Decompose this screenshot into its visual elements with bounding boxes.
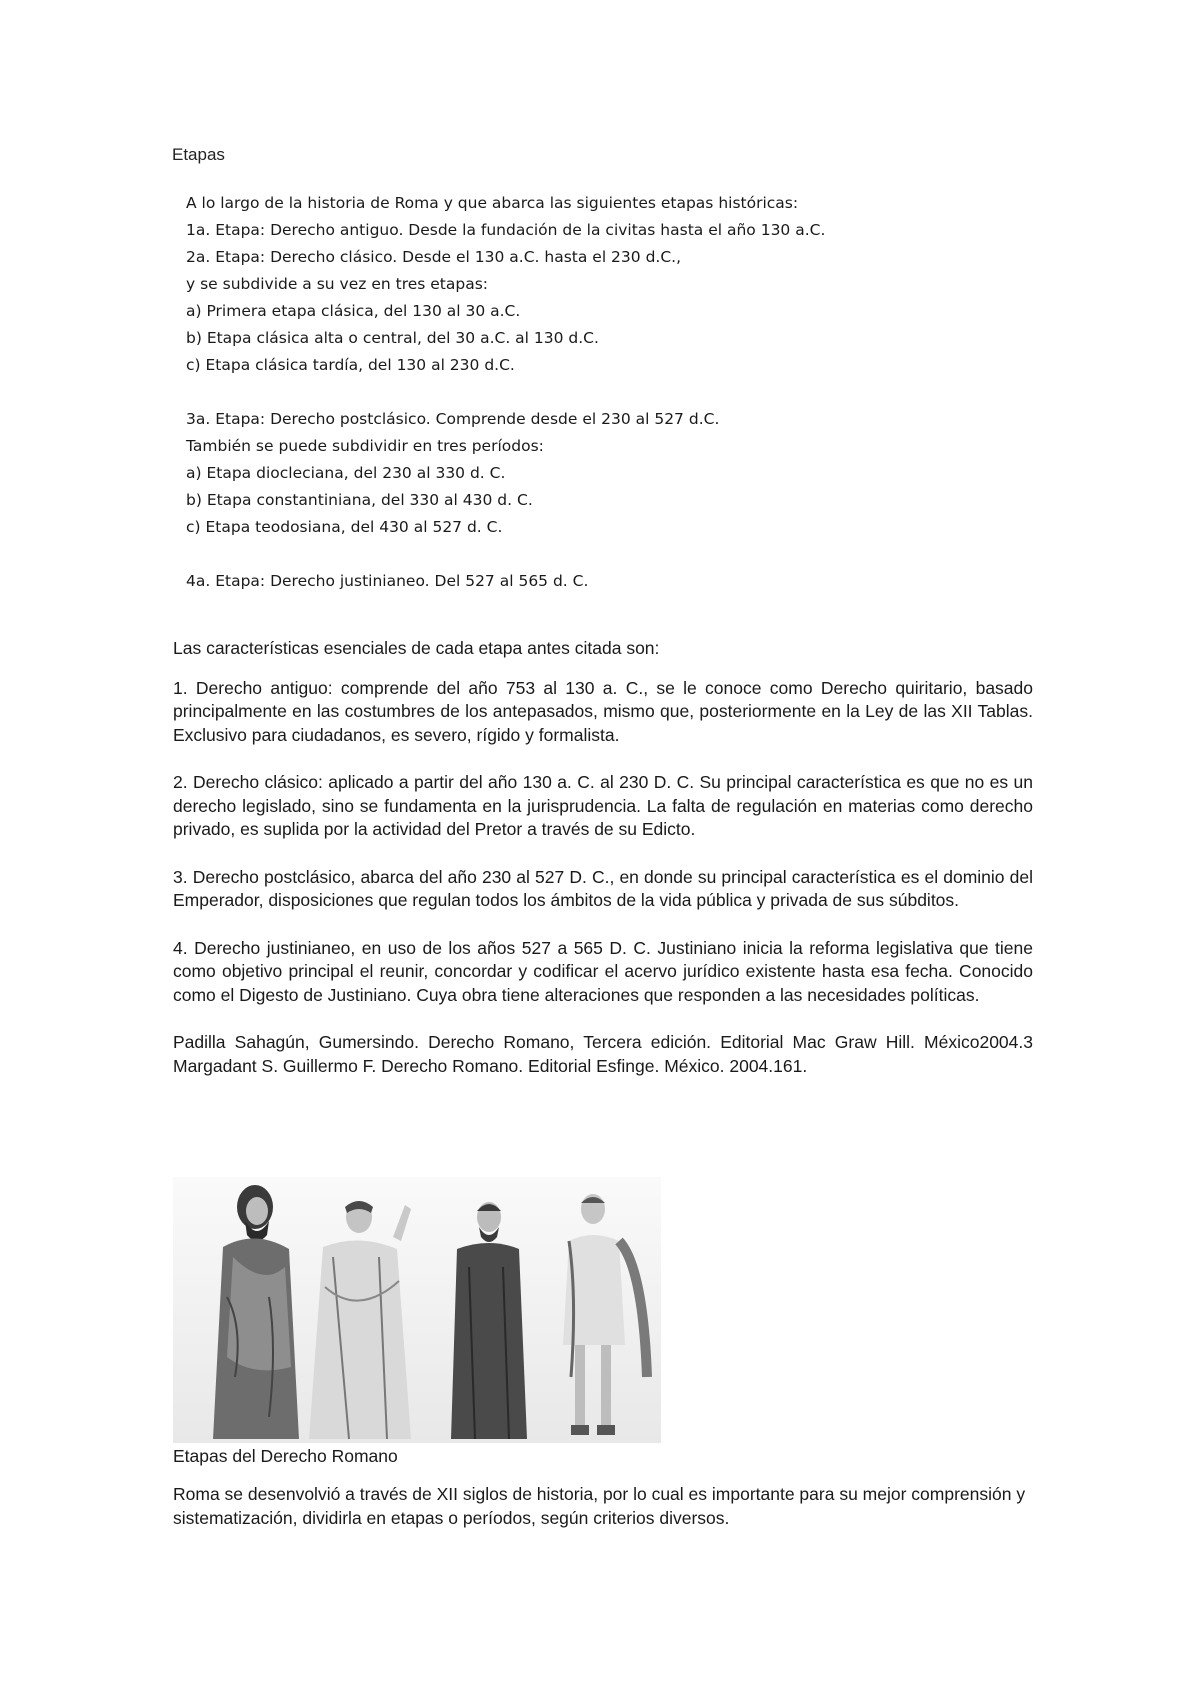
stages-gap — [186, 379, 1146, 406]
stages-line: 4a. Etapa: Derecho justinianeo. Del 527 al 565 d. C. — [186, 572, 589, 590]
stages-line: y se subdivide a su vez en tres etapas: — [186, 275, 489, 293]
closing-paragraph: Roma se desenvolvió a través de XII siglos de historia, por lo cual es importante para su mejor comprensión y sistematización, dividirla en etapas o períodos, según criterios diversos. — [173, 1484, 1026, 1528]
body-text — [173, 637, 1033, 1078]
stages-line: 2a. Etapa: Derecho clásico. Desde el 130 a.C. hasta el 230 d.C., — [186, 248, 682, 266]
figure-dark-robe-man — [451, 1202, 527, 1439]
figure-caption: Etapas del Derecho Romano — [173, 1446, 398, 1466]
figure-tunic-man — [563, 1194, 647, 1435]
stages-gap — [186, 541, 1146, 568]
characteristic-paragraph: 1. Derecho antiguo: comprende del año 753 al 130 a. C., se le conoce como Derecho quiritario, basado principalmente en las costumbres de los antepasados, mismo que, posteriormente en la Ley de las XII Tablas. Exclusivo para ciudadanos, es severo, rígido y formalista. — [173, 677, 1033, 745]
roman-figures-illustration — [173, 1177, 661, 1443]
stages-line: A lo largo de la historia de Roma y que abarca las siguientes etapas históricas: — [186, 194, 799, 212]
bibliographic-reference: Padilla Sahagún, Gumersindo. Derecho Romano, Tercera edición. Editorial Mac Graw Hill. México2004.3 Margadant S. Guillermo F. Derecho Romano. Editorial Esfinge. México. 2004.161. — [173, 1032, 1033, 1076]
stages-list — [186, 190, 1146, 595]
stages-line: c) Etapa teodosiana, del 430 al 527 d. C. — [186, 518, 503, 536]
stages-line: 1a. Etapa: Derecho antiguo. Desde la fundación de la civitas hasta el año 130 a.C. — [186, 221, 826, 239]
figure-bearded-man — [213, 1185, 299, 1439]
stages-line: c) Etapa clásica tardía, del 130 al 230 d.C. — [186, 356, 515, 374]
characteristic-paragraph: 4. Derecho justinianeo, en uso de los años 527 a 565 D. C. Justiniano inicia la reforma legislativa que tiene como objetivo principal el reunir, concordar y codificar el acervo jurídico existente hasta esa fecha. Conocido como el Digesto de Justiniano. Cuya obra tiene alteraciones que responden a las necesidades políticas. — [173, 937, 1033, 1005]
stages-line: a) Etapa diocleciana, del 230 al 330 d. C. — [186, 464, 506, 482]
characteristics-intro: Las características esenciales de cada etapa antes citada son: — [173, 638, 660, 658]
characteristic-paragraph: 2. Derecho clásico: aplicado a partir del año 130 a. C. al 230 D. C. Su principal característica es que no es un derecho legislado, sino se fundamenta en la jurisprudencia. La falta de regulación en materias como derecho privado, es suplida por la actividad del Pretor a través de su Edicto. — [173, 772, 1033, 839]
stages-line: 3a. Etapa: Derecho postclásico. Comprende desde el 230 al 527 d.C. — [186, 410, 720, 428]
stages-line: b) Etapa clásica alta o central, del 30 a.C. al 130 d.C. — [186, 329, 599, 347]
stages-line: b) Etapa constantiniana, del 330 al 430 d. C. — [186, 491, 533, 509]
stages-line: También se puede subdividir en tres períodos: — [186, 437, 544, 455]
section-heading: Etapas — [172, 145, 225, 164]
figure-toga-man — [309, 1201, 411, 1439]
illustration-drawing — [173, 1177, 661, 1443]
characteristic-paragraph: 3. Derecho postclásico, abarca del año 230 al 527 D. C., en donde su principal característica es el dominio del Emperador, disposiciones que regulan todos los ámbitos de la vida pública y privada de sus súbditos. — [173, 866, 1033, 910]
stages-line: a) Primera etapa clásica, del 130 al 30 a.C. — [186, 302, 521, 320]
